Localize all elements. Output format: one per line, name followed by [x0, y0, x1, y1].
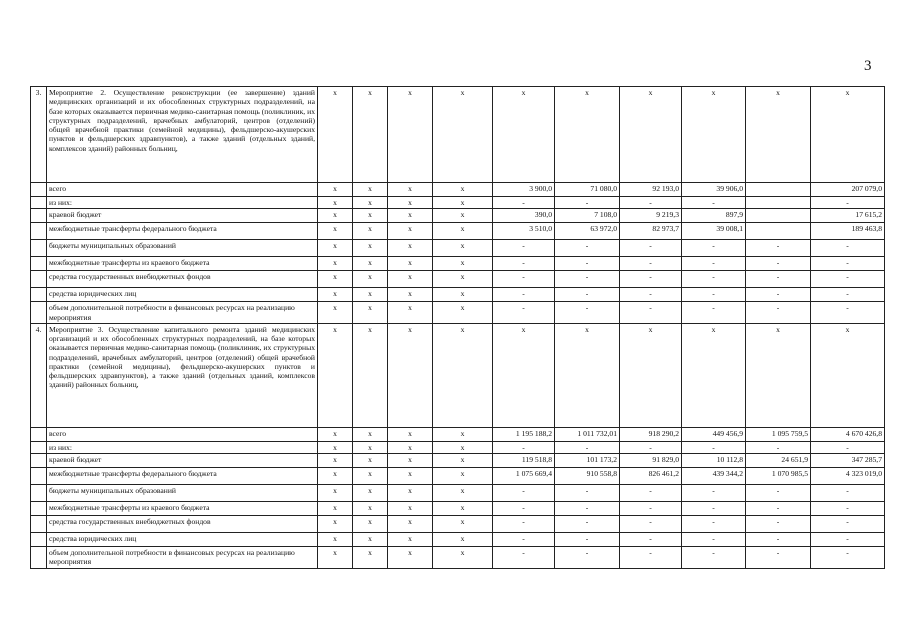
value-cell: 3 900,0: [493, 183, 555, 197]
value-cell: x: [353, 533, 388, 547]
table-row: [31, 240, 885, 257]
value-cell: x: [318, 257, 353, 271]
table-row: [31, 502, 885, 516]
value-cell: x: [388, 468, 433, 485]
value-cell: -: [555, 516, 620, 533]
value-cell: -: [493, 485, 555, 502]
value-cell: -: [746, 547, 811, 569]
header-value-cell: x: [746, 87, 811, 183]
table-row: [31, 533, 885, 547]
table-row: [31, 257, 885, 271]
row-label: из них:: [47, 197, 318, 209]
table-row: [31, 547, 885, 569]
value-cell: x: [433, 533, 493, 547]
row-empty-cell: [31, 183, 47, 197]
row-empty-cell: [31, 427, 47, 441]
row-empty-cell: [31, 240, 47, 257]
row-empty-cell: [31, 223, 47, 240]
value-cell: x: [353, 485, 388, 502]
value-cell: -: [620, 516, 682, 533]
value-cell: 439 344,2: [682, 468, 746, 485]
table-row: [31, 288, 885, 302]
value-cell: 347 285,7: [811, 454, 885, 468]
value-cell: -: [620, 197, 682, 209]
value-cell: x: [318, 441, 353, 453]
value-cell: x: [433, 302, 493, 324]
value-cell: x: [433, 427, 493, 441]
table-row: [31, 468, 885, 485]
value-cell: -: [746, 533, 811, 547]
value-cell: -: [682, 197, 746, 209]
value-cell: -: [620, 288, 682, 302]
value-cell: -: [746, 516, 811, 533]
value-cell: 207 079,0: [811, 183, 885, 197]
value-cell: x: [353, 197, 388, 209]
row-label: средства государственных внебюджетных фондов: [47, 516, 318, 533]
row-empty-cell: [31, 441, 47, 453]
table-row: [31, 516, 885, 533]
value-cell: 24 651,9: [746, 454, 811, 468]
table-row: [31, 271, 885, 288]
value-cell: x: [318, 223, 353, 240]
header-value-cell: x: [433, 87, 493, 183]
table-row: [31, 441, 885, 453]
value-cell: x: [353, 271, 388, 288]
value-cell: x: [433, 271, 493, 288]
value-cell: -: [493, 516, 555, 533]
value-cell: -: [555, 271, 620, 288]
value-cell: -: [620, 502, 682, 516]
row-empty-cell: [31, 468, 47, 485]
table-row: [31, 209, 885, 223]
value-cell: -: [746, 271, 811, 288]
row-label: средства юридических лиц: [47, 533, 318, 547]
value-cell: x: [388, 223, 433, 240]
header-value-cell: x: [353, 323, 388, 427]
value-cell: 918 290,2: [620, 427, 682, 441]
value-cell: x: [353, 183, 388, 197]
value-cell: x: [433, 468, 493, 485]
row-label: межбюджетные трансферты из краевого бюджета: [47, 502, 318, 516]
row-empty-cell: [31, 197, 47, 209]
value-cell: -: [493, 502, 555, 516]
value-cell: 910 558,8: [555, 468, 620, 485]
value-cell: -: [555, 240, 620, 257]
value-cell: -: [555, 302, 620, 324]
value-cell: 4 323 019,0: [811, 468, 885, 485]
value-cell: -: [555, 441, 620, 453]
header-value-cell: x: [388, 87, 433, 183]
value-cell: -: [555, 502, 620, 516]
value-cell: x: [433, 183, 493, 197]
value-cell: -: [493, 240, 555, 257]
row-empty-cell: [31, 257, 47, 271]
value-cell: -: [493, 271, 555, 288]
value-cell: 4 670 426,8: [811, 427, 885, 441]
value-cell: x: [353, 223, 388, 240]
value-cell: -: [746, 240, 811, 257]
value-cell: 390,0: [493, 209, 555, 223]
value-cell: 71 080,0: [555, 183, 620, 197]
value-cell: -: [493, 441, 555, 453]
value-cell: x: [318, 288, 353, 302]
value-cell: x: [318, 485, 353, 502]
value-cell: x: [388, 240, 433, 257]
value-cell: x: [318, 302, 353, 324]
value-cell: x: [318, 209, 353, 223]
value-cell: -: [682, 502, 746, 516]
row-label: средства государственных внебюджетных фондов: [47, 271, 318, 288]
header-value-cell: x: [555, 323, 620, 427]
value-cell: -: [682, 288, 746, 302]
header-value-cell: x: [433, 323, 493, 427]
row-label: всего: [47, 183, 318, 197]
header-value-cell: x: [555, 87, 620, 183]
value-cell: -: [811, 485, 885, 502]
value-cell: x: [318, 271, 353, 288]
value-cell: -: [555, 288, 620, 302]
budget-table: [30, 86, 885, 569]
value-cell: x: [318, 502, 353, 516]
section-number: 4.: [31, 323, 47, 427]
value-cell: -: [682, 533, 746, 547]
value-cell: 119 518,8: [493, 454, 555, 468]
value-cell: [746, 197, 811, 209]
value-cell: x: [353, 441, 388, 453]
value-cell: 92 193,0: [620, 183, 682, 197]
value-cell: -: [493, 547, 555, 569]
value-cell: -: [555, 257, 620, 271]
value-cell: x: [388, 516, 433, 533]
value-cell: x: [388, 197, 433, 209]
value-cell: x: [353, 240, 388, 257]
value-cell: 91 829,0: [620, 454, 682, 468]
value-cell: -: [746, 502, 811, 516]
row-empty-cell: [31, 502, 47, 516]
value-cell: x: [388, 533, 433, 547]
value-cell: -: [682, 257, 746, 271]
value-cell: -: [811, 257, 885, 271]
header-value-cell: x: [353, 87, 388, 183]
header-value-cell: x: [620, 87, 682, 183]
value-cell: x: [388, 427, 433, 441]
value-cell: x: [318, 547, 353, 569]
value-cell: 1 195 188,2: [493, 427, 555, 441]
value-cell: -: [682, 240, 746, 257]
value-cell: x: [353, 302, 388, 324]
header-value-cell: x: [682, 87, 746, 183]
value-cell: 3 510,0: [493, 223, 555, 240]
value-cell: -: [746, 441, 811, 453]
value-cell: -: [811, 516, 885, 533]
row-label: бюджеты муниципальных образований: [47, 485, 318, 502]
value-cell: -: [555, 485, 620, 502]
value-cell: x: [318, 427, 353, 441]
value-cell: x: [353, 454, 388, 468]
row-label: из них:: [47, 441, 318, 453]
value-cell: x: [388, 454, 433, 468]
value-cell: x: [353, 516, 388, 533]
value-cell: 10 112,8: [682, 454, 746, 468]
value-cell: 189 463,8: [811, 223, 885, 240]
value-cell: x: [388, 302, 433, 324]
value-cell: x: [353, 468, 388, 485]
row-empty-cell: [31, 485, 47, 502]
table-row: [31, 485, 885, 502]
table-row: [31, 223, 885, 240]
value-cell: x: [433, 197, 493, 209]
value-cell: -: [746, 302, 811, 324]
value-cell: -: [682, 441, 746, 453]
value-cell: 7 108,0: [555, 209, 620, 223]
value-cell: -: [682, 547, 746, 569]
value-cell: -: [682, 271, 746, 288]
value-cell: x: [433, 454, 493, 468]
table-row: [31, 183, 885, 197]
value-cell: [746, 209, 811, 223]
value-cell: -: [620, 485, 682, 502]
row-empty-cell: [31, 454, 47, 468]
table-row: [31, 427, 885, 441]
value-cell: x: [388, 485, 433, 502]
value-cell: x: [318, 533, 353, 547]
table-row: [31, 197, 885, 209]
value-cell: x: [388, 209, 433, 223]
header-value-cell: x: [493, 323, 555, 427]
row-empty-cell: [31, 209, 47, 223]
value-cell: 897,9: [682, 209, 746, 223]
row-label: краевой бюджет: [47, 209, 318, 223]
value-cell: -: [682, 485, 746, 502]
value-cell: [746, 183, 811, 197]
value-cell: -: [811, 197, 885, 209]
value-cell: x: [388, 288, 433, 302]
header-value-cell: x: [620, 323, 682, 427]
value-cell: -: [493, 302, 555, 324]
value-cell: x: [353, 257, 388, 271]
value-cell: -: [493, 288, 555, 302]
page-number: 3: [864, 58, 872, 74]
table-row: [31, 302, 885, 324]
value-cell: x: [388, 183, 433, 197]
value-cell: x: [388, 502, 433, 516]
value-cell: x: [353, 209, 388, 223]
header-value-cell: x: [746, 323, 811, 427]
header-value-cell: x: [811, 87, 885, 183]
header-value-cell: x: [811, 323, 885, 427]
value-cell: -: [620, 547, 682, 569]
value-cell: -: [811, 441, 885, 453]
value-cell: 63 972,0: [555, 223, 620, 240]
row-empty-cell: [31, 288, 47, 302]
row-empty-cell: [31, 516, 47, 533]
row-label: средства юридических лиц: [47, 288, 318, 302]
value-cell: x: [318, 197, 353, 209]
value-cell: -: [811, 547, 885, 569]
value-cell: x: [318, 468, 353, 485]
value-cell: x: [433, 288, 493, 302]
value-cell: x: [433, 502, 493, 516]
value-cell: x: [318, 454, 353, 468]
value-cell: x: [318, 516, 353, 533]
table-row: [31, 454, 885, 468]
value-cell: 1 095 759,5: [746, 427, 811, 441]
section-number: 3.: [31, 87, 47, 183]
header-value-cell: x: [318, 87, 353, 183]
row-label: бюджеты муниципальных образований: [47, 240, 318, 257]
value-cell: -: [746, 485, 811, 502]
value-cell: -: [620, 441, 682, 453]
value-cell: 1 070 985,5: [746, 468, 811, 485]
value-cell: -: [811, 288, 885, 302]
value-cell: -: [493, 533, 555, 547]
value-cell: x: [388, 257, 433, 271]
row-label: краевой бюджет: [47, 454, 318, 468]
value-cell: x: [433, 257, 493, 271]
row-label: межбюджетные трансферты федерального бюджета: [47, 468, 318, 485]
value-cell: 39 008,1: [682, 223, 746, 240]
value-cell: -: [620, 533, 682, 547]
value-cell: x: [353, 547, 388, 569]
value-cell: 826 461,2: [620, 468, 682, 485]
value-cell: -: [620, 302, 682, 324]
header-value-cell: x: [493, 87, 555, 183]
value-cell: -: [811, 271, 885, 288]
value-cell: -: [811, 533, 885, 547]
value-cell: x: [318, 183, 353, 197]
value-cell: -: [682, 302, 746, 324]
section-header-row: [31, 323, 885, 427]
value-cell: x: [433, 547, 493, 569]
value-cell: 9 219,3: [620, 209, 682, 223]
value-cell: -: [746, 257, 811, 271]
value-cell: x: [433, 441, 493, 453]
value-cell: -: [620, 271, 682, 288]
section-title: Мероприятие 2. Осуществление реконструкции (ее завершение) зданий медицинских организаций и их обособленных структурных подразделений, на базе которых оказывается первичная медико-санитарная помощь (поликлиник, их структурных подразделений, врачебных амбулаторий, центров (отделений) общей врачебной практики (семейной медицины), фельдшерско-акушерских пунктов и фельдшерских здравпунктов), а также зданий (отдельных зданий, комплексов зданий) районных больниц,: [47, 87, 318, 183]
value-cell: [746, 223, 811, 240]
header-value-cell: x: [318, 323, 353, 427]
value-cell: -: [682, 516, 746, 533]
value-cell: -: [746, 288, 811, 302]
value-cell: x: [433, 209, 493, 223]
value-cell: 1 011 732,01: [555, 427, 620, 441]
row-label: объем дополнительной потребности в финансовых ресурсах на реализацию мероприятия: [47, 302, 318, 324]
row-label: объем дополнительной потребности в финансовых ресурсах на реализацию мероприятия: [47, 547, 318, 569]
row-empty-cell: [31, 547, 47, 569]
value-cell: x: [353, 502, 388, 516]
value-cell: x: [388, 547, 433, 569]
value-cell: -: [493, 257, 555, 271]
row-label: всего: [47, 427, 318, 441]
row-label: межбюджетные трансферты федерального бюджета: [47, 223, 318, 240]
header-value-cell: x: [388, 323, 433, 427]
value-cell: x: [433, 485, 493, 502]
value-cell: x: [433, 240, 493, 257]
value-cell: -: [811, 240, 885, 257]
value-cell: 101 173,2: [555, 454, 620, 468]
value-cell: x: [433, 516, 493, 533]
value-cell: -: [620, 257, 682, 271]
value-cell: -: [811, 502, 885, 516]
value-cell: -: [555, 197, 620, 209]
row-empty-cell: [31, 302, 47, 324]
value-cell: 449 456,9: [682, 427, 746, 441]
value-cell: x: [318, 240, 353, 257]
value-cell: 82 973,7: [620, 223, 682, 240]
value-cell: -: [555, 533, 620, 547]
value-cell: x: [388, 271, 433, 288]
row-empty-cell: [31, 271, 47, 288]
value-cell: -: [493, 197, 555, 209]
value-cell: 39 906,0: [682, 183, 746, 197]
value-cell: 1 075 669,4: [493, 468, 555, 485]
header-value-cell: x: [682, 323, 746, 427]
value-cell: -: [620, 240, 682, 257]
value-cell: -: [555, 547, 620, 569]
value-cell: 17 615,2: [811, 209, 885, 223]
value-cell: x: [353, 288, 388, 302]
section-title: Мероприятие 3. Осуществление капитального ремонта зданий медицинских организаций и их обособленных структурных подразделений, на базе которых оказывается первичная медико-санитарная помощь (поликлиник, их структурных подразделений, врачебных амбулаторий, центров (отделений) общей врачебной практики (семейной медицины), фельдшерско-акушерских пунктов и фельдшерских здравпунктов), а также зданий (отдельных зданий, комплексов зданий) районных больниц,: [47, 323, 318, 427]
value-cell: x: [353, 427, 388, 441]
value-cell: x: [433, 223, 493, 240]
value-cell: x: [388, 441, 433, 453]
section-header-row: [31, 87, 885, 183]
row-label: межбюджетные трансферты из краевого бюджета: [47, 257, 318, 271]
row-empty-cell: [31, 533, 47, 547]
value-cell: -: [811, 302, 885, 324]
